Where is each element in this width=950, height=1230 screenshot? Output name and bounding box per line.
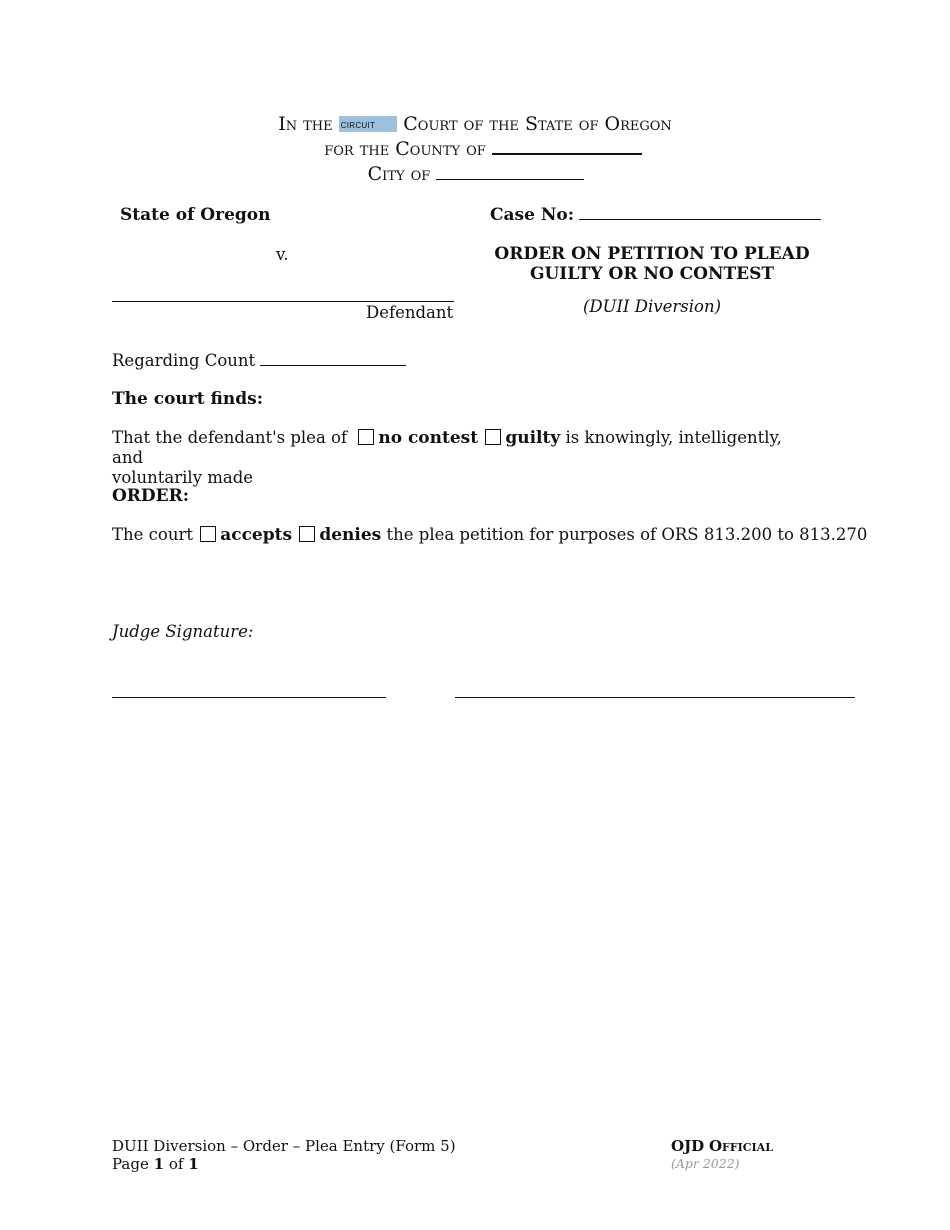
page-current: 1 bbox=[153, 1155, 165, 1173]
judge-signature-label: Judge Signature: bbox=[112, 622, 254, 641]
order-title bbox=[482, 244, 822, 284]
order-subtitle: (DUII Diversion) bbox=[582, 297, 722, 316]
guilty-checkbox[interactable] bbox=[485, 429, 501, 445]
county-field[interactable] bbox=[492, 152, 642, 155]
signature-date-field[interactable] bbox=[112, 697, 386, 698]
revision-date: (Apr 2022) bbox=[671, 1156, 740, 1171]
order-title-line-1: ORDER ON PETITION TO PLEAD bbox=[494, 244, 810, 264]
form-name: DUII Diversion – Order – Plea Entry (Form 5) bbox=[112, 1137, 456, 1155]
page-number bbox=[112, 1155, 456, 1173]
footer-right bbox=[671, 1137, 773, 1173]
county-label: for the County of bbox=[324, 138, 486, 160]
defendant-label: Defendant bbox=[366, 303, 454, 322]
order-title-line-2: GUILTY OR NO CONTEST bbox=[529, 264, 775, 284]
official-label: Official bbox=[708, 1137, 773, 1155]
caption-line-2 bbox=[16, 137, 950, 162]
page-prefix: Page bbox=[112, 1155, 149, 1173]
caption-suffix: Court of the State of Oregon bbox=[403, 113, 672, 135]
case-no-field[interactable] bbox=[579, 218, 821, 220]
page-of: of bbox=[168, 1155, 184, 1173]
denies-label: denies bbox=[319, 525, 382, 545]
accepts-checkbox[interactable] bbox=[200, 526, 216, 542]
court-type-field[interactable]: circuit bbox=[339, 116, 398, 132]
regarding-count-field[interactable] bbox=[260, 364, 406, 366]
case-no-label: Case No: bbox=[490, 205, 575, 225]
order-heading: ORDER: bbox=[112, 486, 190, 506]
order-statement bbox=[112, 525, 872, 545]
plea-suffix: is knowingly, intelligently, and bbox=[112, 428, 782, 467]
no-contest-checkbox[interactable] bbox=[358, 429, 374, 445]
regarding-count-row bbox=[112, 351, 406, 370]
plaintiff-name: State of Oregon bbox=[120, 205, 271, 225]
plea-prefix: That the defendant's plea of bbox=[112, 428, 348, 447]
versus: v. bbox=[276, 245, 289, 264]
order-prefix: The court bbox=[112, 525, 193, 544]
accepts-label: accepts bbox=[220, 525, 293, 545]
case-number-row bbox=[490, 205, 821, 225]
regarding-count-label: Regarding Count bbox=[112, 351, 256, 370]
city-label: City of bbox=[367, 163, 431, 185]
ojd-official-mark bbox=[671, 1137, 773, 1155]
ojd-label: OJD bbox=[671, 1137, 705, 1155]
court-caption bbox=[0, 112, 950, 187]
court-finds-heading: The court finds: bbox=[112, 389, 263, 409]
page-total: 1 bbox=[188, 1155, 199, 1173]
caption-line-3 bbox=[2, 162, 950, 187]
plea-finding bbox=[112, 428, 812, 488]
guilty-label: guilty bbox=[505, 428, 561, 448]
no-contest-label: no contest bbox=[378, 428, 479, 448]
plea-finding-line-2: voluntarily made bbox=[112, 468, 254, 487]
footer-left bbox=[112, 1137, 456, 1173]
denies-checkbox[interactable] bbox=[299, 526, 315, 542]
judge-signature-field[interactable] bbox=[455, 697, 855, 698]
plea-finding-line-1 bbox=[112, 428, 812, 468]
order-suffix: the plea petition for purposes of ORS 813.200 to 813.270 bbox=[386, 525, 868, 544]
defendant-name-field[interactable] bbox=[112, 301, 454, 302]
city-field[interactable] bbox=[436, 178, 584, 180]
caption-prefix: In the bbox=[278, 113, 333, 135]
caption-line-1 bbox=[0, 112, 950, 137]
